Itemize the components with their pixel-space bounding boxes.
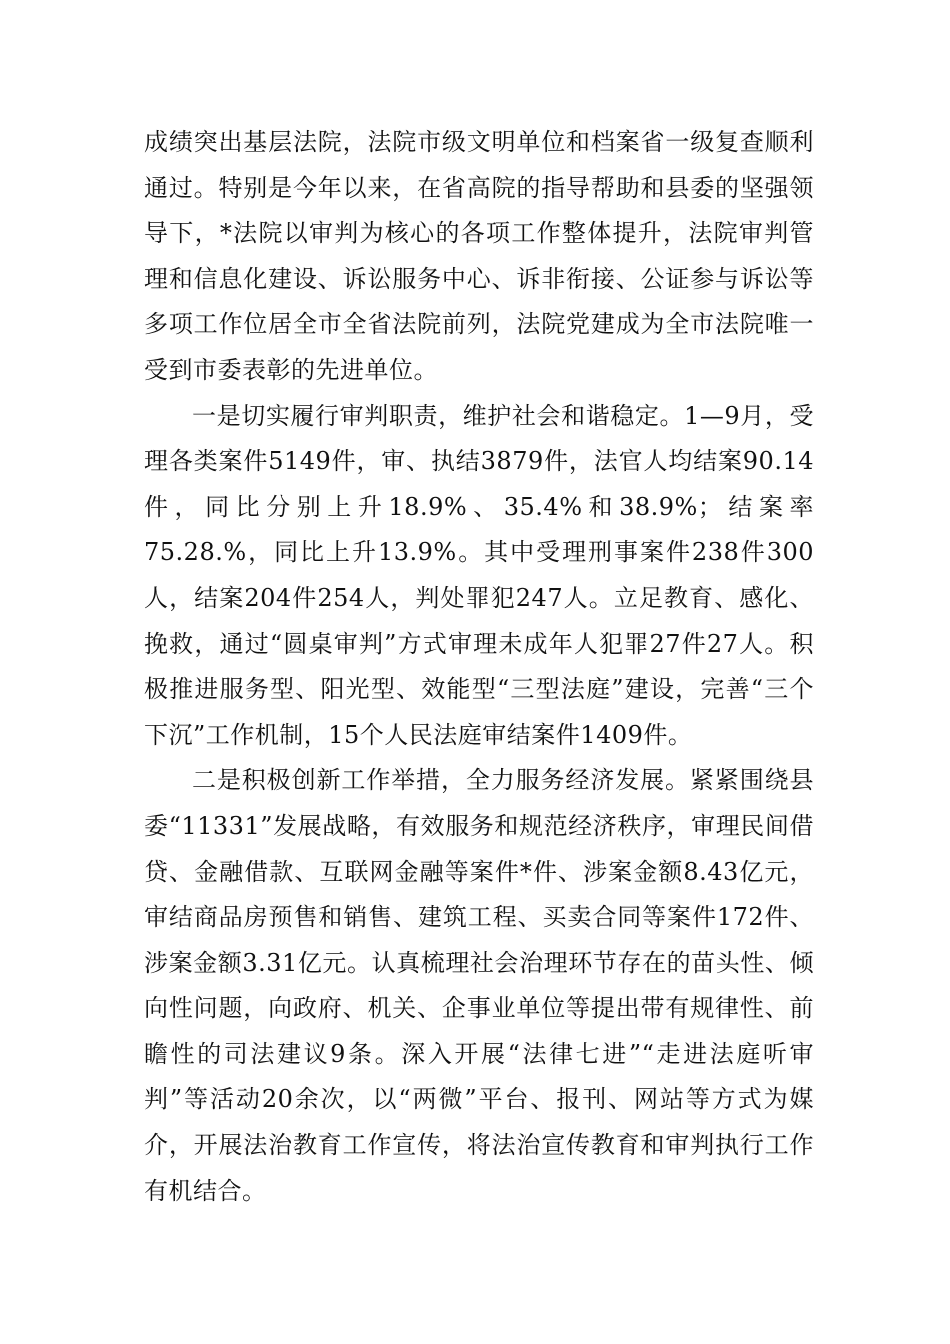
paragraph-continuation: 成绩突出基层法院，法院市级文明单位和档案省一级复查顺利通过。特别是今年以来，在省高院的指导帮助和县委的坚强领导下，*法院以审判为核心的各项工作整体提升，法院审判管理和信息化建设、诉讼服务中心、诉非衔接、公证参与诉讼等多项工作位居全市全省法院前列，法院党建成为全市法院唯一受到市委表彰的先进单位。 [144,128,814,384]
paragraph-trial-duties: 一是切实履行审判职责，维护社会和谐稳定。1—9月，受理各类案件5149件，审、执结3879件，法官人均结案90.14件，同比分别上升18.9%、35.4%和38.9%；结案率75.28.%，同比上升13.9%。其中受理刑事案件238件300人，结案204件254人，判处罪犯247人。立足教育、感化、挽救，通过“圆桌审判”方式审理未成年人犯罪27件27人。积极推进服务型、阳光型、效能型“三型法庭”建设，完善“三个下沉”工作机制，15个人民法庭审结案件1409件。 [144,401,814,749]
document-body [144,120,814,1214]
paragraph-economic-development: 二是积极创新工作举措，全力服务经济发展。紧紧围绕县委“11331”发展战略，有效服务和规范经济秩序，审理民间借贷、金融借款、互联网金融等案件*件、涉案金额8.43亿元，审结商品房预售和销售、建筑工程、买卖合同等案件172件、涉案金额3.31亿元。认真梳理社会治理环节存在的苗头性、倾向性问题，向政府、机关、企事业单位等提出带有规律性、前瞻性的司法建议9条。深入开展“法律七进”“走进法庭听审判”等活动20余次，以“两微”平台、报刊、网站等方式为媒介，开展法治教育工作宣传，将法治宣传教育和审判执行工作有机结合。 [144,766,814,1205]
